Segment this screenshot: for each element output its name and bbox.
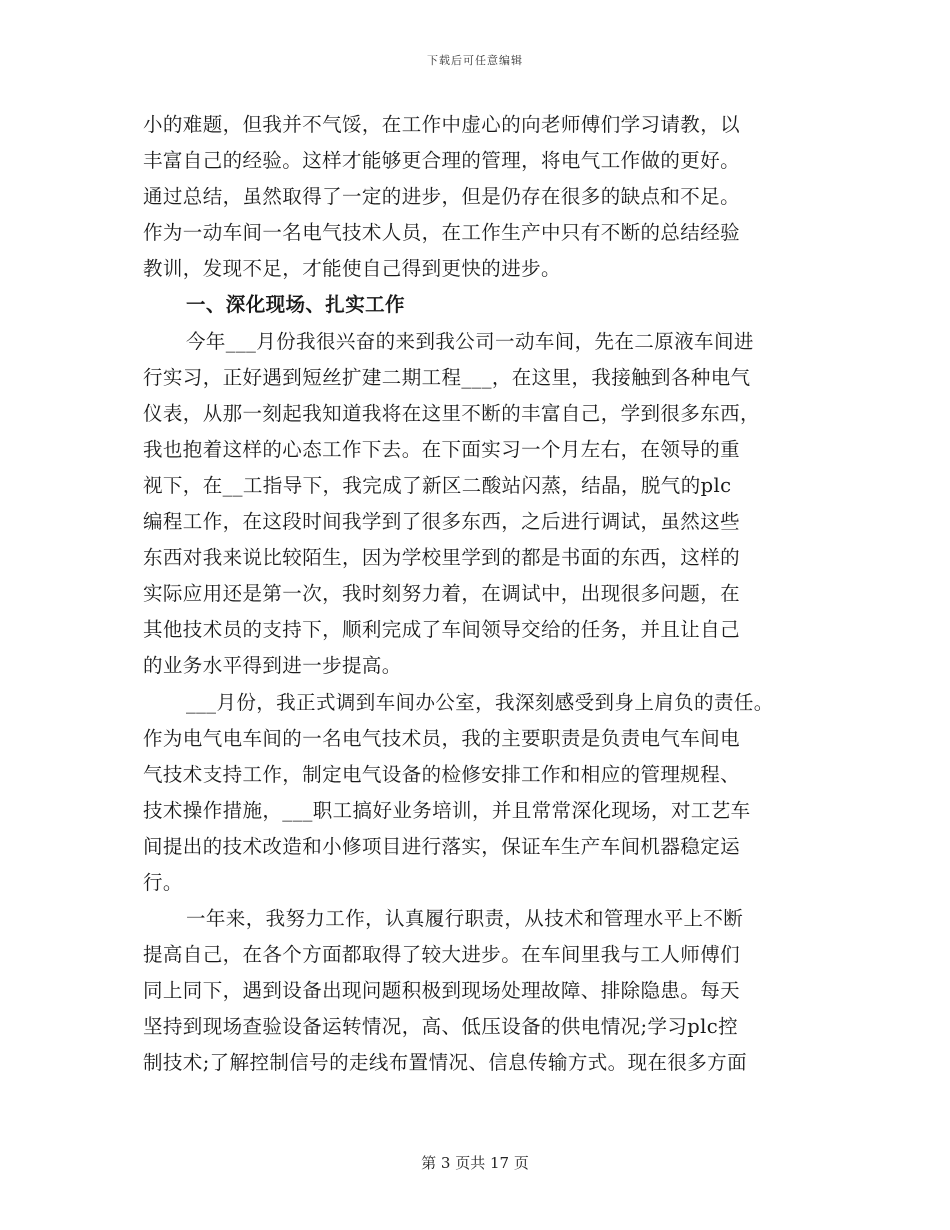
text-line: 坚持到现场查验设备运转情况，高、低压设备的供电情况;学习plc控 (143, 1015, 739, 1039)
page-header-note: 下载后可任意编辑 (427, 54, 523, 67)
page-number-footer: 第 3 页共 17 页 (421, 1154, 529, 1172)
text-line: 东西对我来说比较陌生，因为学校里学到的都是书面的东西，这样的 (143, 546, 741, 570)
text-line: 通过总结，虽然取得了一定的进步，但是仍存在很多的缺点和不足。 (143, 185, 741, 209)
text-line: 编程工作，在这段时间我学到了很多东西，之后进行调试，虽然这些 (143, 510, 741, 534)
section-heading: 一、深化现场、扎实工作 (186, 293, 405, 317)
text-line: 我也抱着这样的心态工作下去。在下面实习一个月左右，在领导的重 (143, 437, 741, 461)
text-line: 其他技术员的支持下，顺利完成了车间领导交给的任务，并且让自己 (143, 618, 741, 642)
text-line: 技术操作措施，___职工搞好业务培训，并且常常深化现场，对工艺车 (143, 798, 751, 822)
text-line: 行实习，正好遇到短丝扩建二期工程___，在这里，我接触到各种电气 (143, 365, 751, 389)
text-line: 制技术;了解控制信号的走线布置情况、信息传输方式。现在很多方面 (143, 1051, 747, 1075)
text-line: 一年来，我努力工作，认真履行职责，从技术和管理水平上不断 (186, 907, 744, 931)
text-line: 视下，在__工指导下，我完成了新区二酸站闪蒸，结晶，脱气的plc (143, 473, 732, 497)
text-line: 教训，发现不足，才能使自己得到更快的进步。 (143, 257, 561, 281)
text-line: 作为一动车间一名电气技术人员，在工作生产中只有不断的总结经验 (143, 221, 741, 245)
document-body (143, 107, 823, 1082)
text-line: 今年___月份我很兴奋的来到我公司一动车间，先在二原液车间进 (186, 329, 754, 353)
text-line: 丰富自己的经验。这样才能够更合理的管理，将电气工作做的更好。 (143, 149, 741, 173)
text-line: 气技术支持工作，制定电气设备的检修安排工作和相应的管理规程、 (143, 762, 741, 786)
text-line: 同上同下，遇到设备出现问题积极到现场处理故障、排除隐患。每天 (143, 979, 741, 1003)
text-line: 作为电气电车间的一名电气技术员，我的主要职责是负责电气车间电 (143, 726, 741, 750)
text-line: ___月份，我正式调到车间办公室，我深刻感受到身上肩负的责任。 (186, 690, 774, 714)
text-line: 行。 (143, 870, 183, 894)
text-line: 仪表，从那一刻起我知道我将在这里不断的丰富自己，学到很多东西， (143, 401, 760, 425)
text-line: 的业务水平得到进一步提高。 (143, 654, 402, 678)
text-line: 间提出的技术改造和小修项目进行落实，保证车生产车间机器稳定运 (143, 834, 741, 858)
text-line: 小的难题，但我并不气馁，在工作中虚心的向老师傅们学习请教，以 (143, 113, 741, 136)
text-line: 提高自己，在各个方面都取得了较大进步。在车间里我与工人师傅们 (143, 943, 741, 967)
text-line: 实际应用还是第一次，我时刻努力着，在调试中，出现很多问题，在 (143, 582, 741, 606)
